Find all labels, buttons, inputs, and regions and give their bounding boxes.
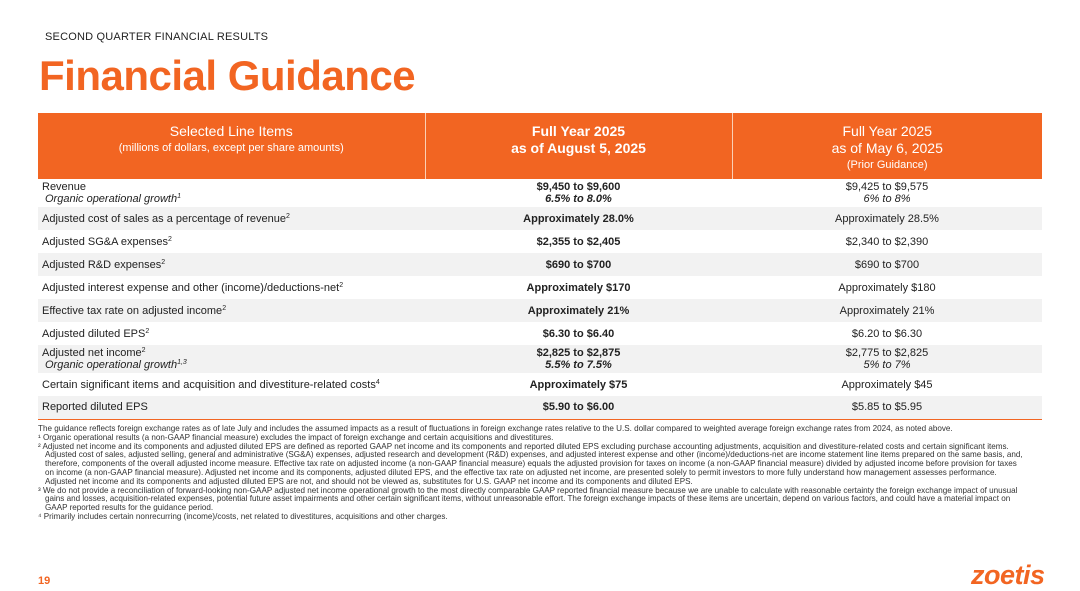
table-row — [38, 373, 1042, 396]
footnote-ref: 1,3 — [177, 359, 187, 366]
footnote-1: ¹ Organic operational results (a non-GAAP financial measure) excludes the impact of foreign exchange and certain acquisitions and divestitures. — [38, 432, 554, 442]
column-header-prior — [732, 113, 1042, 179]
footnote-ref: 2 — [286, 212, 290, 220]
table-row — [38, 322, 1042, 345]
column-title: Selected Line Items — [169, 123, 293, 139]
current-value: $6.30 to $6.40 — [542, 327, 615, 340]
footnote-4: ⁴ Primarily includes certain nonrecurring (income)/costs, net related to divestitures, acquisitions and other charges. — [38, 511, 448, 521]
current-subvalue: 6.5% to 8.0% — [545, 193, 612, 205]
row-label: Adjusted interest expense and other (income)/deductions-net — [42, 281, 340, 294]
footnote-intro: The guidance reflects foreign exchange rates as of late July and includes the assumed impacts as a result of fluctuations in foreign exchange rates relative to the U.S. dollar compared to weighted average foreign exchange rates from 2024, as noted above. — [38, 424, 953, 433]
row-label: Adjusted SG&A expenses — [42, 235, 168, 248]
column-title: Full Year 2025 — [842, 123, 933, 139]
table-row — [38, 253, 1042, 276]
prior-value: $2,340 to $2,390 — [845, 235, 929, 248]
table-row — [38, 179, 1042, 207]
row-sublabel: Organic operational growth — [45, 359, 178, 371]
table-row — [38, 276, 1042, 299]
current-subvalue: 5.5% to 7.5% — [545, 359, 612, 371]
guidance-table — [38, 113, 1042, 420]
row-label: Revenue — [42, 181, 87, 193]
prior-subvalue: 6% to 8% — [863, 193, 911, 205]
footnote-ref: 2 — [145, 327, 150, 335]
footnote-ref: 4 — [375, 378, 380, 386]
footnote-ref: 2 — [141, 347, 146, 354]
footnote-ref: 2 — [339, 281, 344, 289]
table-row — [38, 345, 1042, 373]
current-value: Approximately $75 — [529, 378, 628, 391]
table-row — [38, 396, 1042, 419]
prior-value: $5.85 to $5.95 — [732, 396, 1042, 419]
column-title: Full Year 2025 — [531, 123, 626, 139]
table-row — [38, 230, 1042, 253]
current-value: Approximately $170 — [526, 281, 631, 294]
current-value: $5.90 to $6.00 — [425, 396, 732, 419]
footnote-2: ² Adjusted net income and its components and adjusted diluted EPS are defined as reported GAAP net income and its components and reported diluted EPS excluding purchase accounting adjustments, acquisition and divestiture-related costs and certain significant items. Adjusted cost of sales, adjusted selling, general and administrative (SG&A) expenses, adjusted research and development (R&D) expenses, and adjusted interest expense and other (income)/deductions-net are income statement line items prepared on the same basis, and, therefore, components of the overall adjusted income measure. Effective tax rate on adjusted income (a non-GAAP financial measure) equals the adjusted provision for taxes on income (a non-GAAP financial measure) divided by adjusted income before provision for taxes on income (a non-GAAP financial measure). Adjusted net income and its components, adjusted diluted EPS, and the effective tax rate on adjusted net income, are presented solely to permit investors to more fully understand how management assesses performance. Adjusted net income and its components and adjusted diluted EPS are not, and should not be viewed as, substitutes for U.S. GAAP net income and its components and diluted EPS. — [38, 441, 1023, 486]
prior-value: Approximately 28.5% — [732, 207, 1042, 230]
zoetis-logo: zoetis — [971, 560, 1045, 590]
row-label: Reported diluted EPS — [42, 401, 148, 414]
row-sublabel: Organic operational growth — [45, 193, 178, 205]
page-number: 19 — [38, 575, 51, 587]
prior-value: Approximately $180 — [838, 281, 936, 294]
current-value: $2,355 to $2,405 — [536, 235, 621, 248]
current-value: $2,825 to $2,875 — [536, 347, 621, 359]
current-value: Approximately 28.0% — [425, 207, 732, 230]
table-row — [38, 299, 1042, 322]
column-subtitle: (millions of dollars, except per share amounts) — [118, 142, 344, 154]
current-value: Approximately 21% — [425, 299, 732, 322]
row-label: Adjusted net income — [42, 347, 142, 359]
column-subtitle: as of May 6, 2025 — [831, 140, 943, 156]
column-header-line-items — [38, 113, 425, 179]
row-label: Effective tax rate on adjusted income — [42, 304, 223, 317]
prior-value: $6.20 to $6.30 — [851, 327, 923, 340]
prior-value: $9,425 to $9,575 — [845, 181, 929, 193]
row-label: Adjusted diluted EPS — [42, 327, 146, 340]
table-header-row — [38, 113, 1042, 179]
row-label: Adjusted R&D expenses — [42, 258, 162, 271]
footnote-ref: 2 — [167, 235, 172, 243]
footnote-ref: 2 — [161, 258, 166, 266]
row-label: Adjusted cost of sales as a percentage of revenue — [42, 212, 286, 225]
prior-value: Approximately 21% — [732, 299, 1042, 322]
page-title: Financial Guidance — [39, 52, 416, 99]
column-header-current — [425, 113, 732, 179]
column-extra: (Prior Guidance) — [846, 159, 928, 171]
footnote-3: ³ We do not provide a reconciliation of forward-looking non-GAAP adjusted net income operational growth to the most directly comparable GAAP reported financial measure because we are unable to calculate with reasonable certainty the foreign exchange impact of unusual gains and losses, acquisition-related expenses, potential future asset impairments and other certain significant items, without unreasonable effort. The foreign exchange impacts of these items are uncertain, depend on various factors, and could have a material impact on GAAP reported results for the guidance period. — [38, 485, 1018, 513]
current-value: $9,450 to $9,600 — [536, 181, 621, 193]
footnotes — [38, 425, 1028, 522]
current-value: $690 to $700 — [425, 253, 732, 276]
row-label: Certain significant items and acquisition and divestiture-related costs — [42, 378, 376, 391]
prior-value: $690 to $700 — [732, 253, 1042, 276]
prior-value: $2,775 to $2,825 — [845, 347, 929, 359]
prior-value: Approximately $45 — [841, 378, 933, 391]
footnote-ref: 2 — [222, 304, 227, 312]
prior-subvalue: 5% to 7% — [863, 359, 911, 371]
footnote-ref: 1 — [177, 193, 181, 200]
table-row — [38, 207, 1042, 230]
eyebrow-label: SECOND QUARTER FINANCIAL RESULTS — [45, 31, 269, 43]
column-subtitle: as of August 5, 2025 — [511, 140, 646, 156]
